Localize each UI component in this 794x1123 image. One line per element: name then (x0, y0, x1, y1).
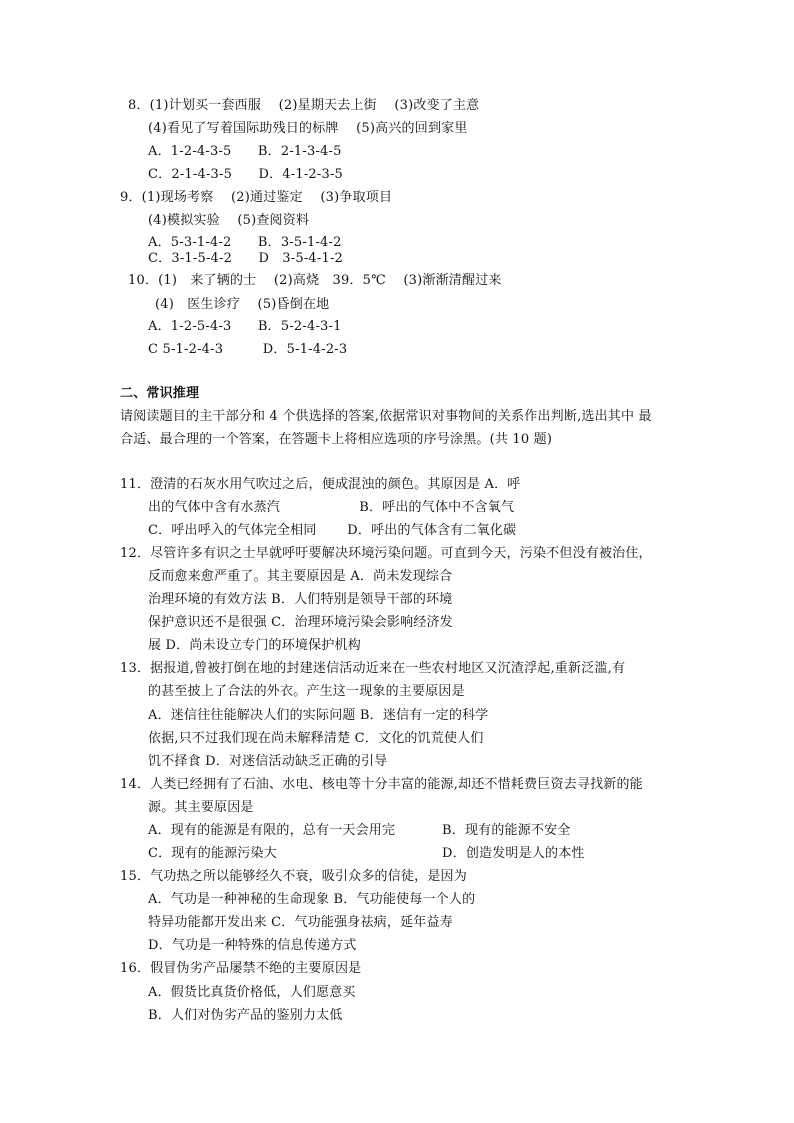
q9-line-1: 9．(1)现场考察 (2)通过鉴定 (3)争取项目 (120, 190, 393, 205)
q11-line-3: C．呼出呼入的气体完全相同 D．呼出的气体含有二氧化碳 (148, 523, 517, 538)
q11-line-2: 出的气体中含有水蒸汽 B．呼出的气体中不含氧气 (148, 500, 515, 515)
q10-options-ab: A．1-2-5-4-3 B．5-2-4-3-1 (148, 319, 342, 334)
q9-options-cd: C．3-1-5-4-2 D 3-5-4-1-2 (148, 251, 344, 266)
q13-line-2: 的甚至披上了合法的外衣。产生这一现象的主要原因是 (148, 684, 465, 699)
q15-line-4: D．气功是一种特殊的信息传递方式 (148, 938, 357, 953)
q13-line-4: 依据,只不过我们现在尚未解释清楚 C．文化的饥荒使人们 (148, 731, 484, 746)
section-intro-2: 合适、最合理的一个答案，在答题卡上将相应选项的序号涂黑。(共 10 题) (120, 432, 553, 447)
q10-line-2: (4) 医生诊疗 (5)昏倒在地 (155, 297, 330, 312)
q14-option-c: C．现有的能源污染大 (148, 846, 277, 861)
q13-line-5: 饥不择食 D．对迷信活动缺乏正确的引导 (148, 754, 388, 769)
q13-line-1: 13．据报道,曾被打倒在地的封建迷信活动近来在一些农村地区又沉渣浮起,重新泛滥,有 (120, 661, 626, 676)
q9-line-2: (4)模拟实验 (5)查阅资料 (148, 213, 310, 228)
q8-options-cd: C．2-1-4-3-5 D．4-1-2-3-5 (148, 167, 344, 182)
q12-line-4: 保护意识还不是很强 C．治理环境污染会影响经济发 (148, 615, 453, 630)
q14-option-b: B．现有的能源不安全 (442, 823, 571, 838)
q8-options-ab: A．1-2-4-3-5 B．2-1-3-4-5 (148, 144, 342, 159)
q8-line-1: 8．(1)计划买一套西服 (2)星期天去上街 (3)改变了主意 (128, 98, 480, 113)
q16-line-2: A．假货比真货价格低，人们愿意买 (148, 985, 356, 1000)
section-intro-1: 请阅读题目的主干部分和 4 个供选择的答案,依据常识对事物间的关系作出判断,选出其中 最 (120, 409, 652, 424)
q12-line-5: 展 D．尚未设立专门的环境保护机构 (148, 638, 361, 653)
q14-option-d: D．创造发明是人的本性 (442, 846, 585, 861)
q8-line-2: (4)看见了写着国际助残日的标牌 (5)高兴的回到家里 (148, 121, 468, 136)
q14-line-2: 源。其主要原因是 (148, 800, 254, 815)
q16-line-1: 16．假冒伪劣产品屡禁不绝的主要原因是 (120, 961, 362, 976)
section-title: 二、常识推理 (120, 386, 200, 401)
q15-line-1: 15．气功热之所以能够经久不衰，吸引众多的信徒，是因为 (120, 869, 467, 884)
q16-line-3: B．人们对伪劣产品的鉴别力太低 (148, 1008, 343, 1023)
q9-options-ab: A．5-3-1-4-2 B．3-5-1-4-2 (148, 235, 342, 250)
q12-line-1: 12．尽管许多有识之士早就呼吁要解决环境污染问题。可直到今天，污染不但没有被治住， (120, 546, 652, 561)
q15-line-3: 特异功能都开发出来 C．气功能强身祛病，延年益寿 (148, 915, 453, 930)
q11-line-1: 11．澄清的石灰水用气吹过之后，便成混浊的颜色。其原因是 A．呼 (120, 477, 521, 492)
q14-option-a: A．现有的能源是有限的，总有一天会用完 (148, 823, 396, 838)
q12-line-3: 治理环境的有效方法 B．人们特别是领导干部的环境 (148, 592, 453, 607)
q15-line-2: A．气功是一种神秘的生命现象 B．气功能使每一个人的 (148, 892, 476, 907)
q10-line-1: 10．(1) 来了辆的士 (2)高烧 39．5℃ (3)渐渐清醒过来 (128, 273, 502, 288)
q12-line-2: 反而愈来愈严重了。其主要原因是 A．尚未发现综合 (148, 569, 453, 584)
q14-line-1: 14．人类已经拥有了石油、水电、核电等十分丰富的能源,却还不惜耗费巨资去寻找新的能 (120, 777, 643, 792)
q13-line-3: A．迷信往往能解决人们的实际问题 B．迷信有一定的科学 (148, 708, 489, 723)
q10-options-cd: C 5-1-2-4-3 D．5-1-4-2-3 (148, 342, 348, 357)
